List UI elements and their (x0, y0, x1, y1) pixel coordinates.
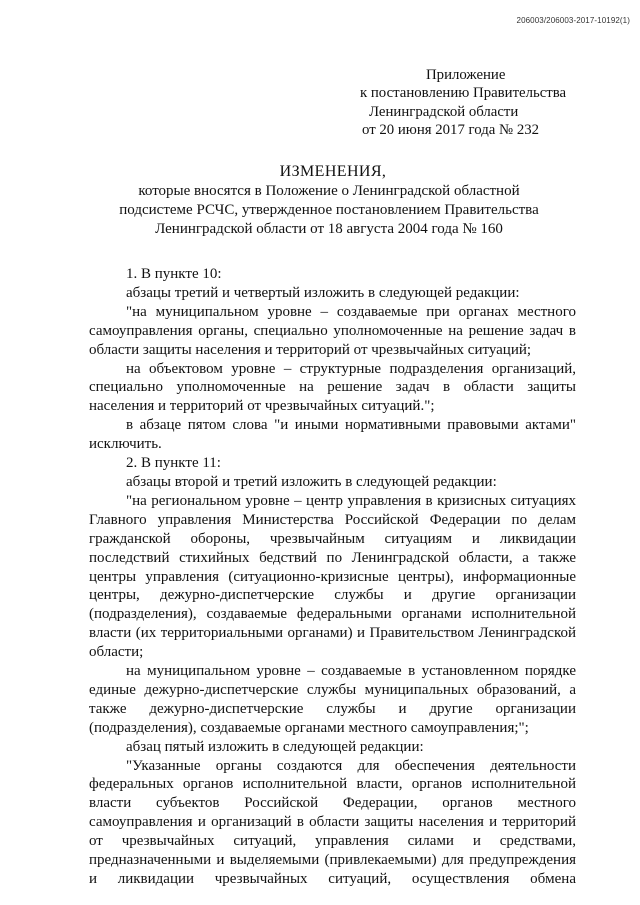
appendix-title: Приложение (426, 67, 506, 83)
paragraph: на муниципальном уровне – создаваемые в установленном порядке единые дежурно-диспетчерские службы муниципальных образований, а также дежурно-диспетчерские службы и другие организации (подразделения), создаваемые органами местного самоуправления;"; (89, 663, 576, 736)
paragraph: в абзаце пятом слова "и иными нормативными правовыми актами" исключить. (89, 417, 576, 453)
title-line: Ленинградской области от 18 августа 2004 года № 160 (155, 221, 503, 237)
document-body (89, 265, 576, 889)
paragraph: "на муниципальном уровне – создаваемые при органах местного самоуправления органы, специально уполномоченные на решение задач в области защиты населения и территорий от чрезвычайных ситуаций; (89, 303, 576, 358)
paragraph: абзацы третий и четвертый изложить в следующей редакции: (126, 284, 520, 301)
appendix-date: от 20 июня 2017 года № 232 (362, 122, 540, 138)
paragraph: 2. В пункте 11: (126, 455, 221, 472)
paragraph: 1. В пункте 10: (126, 266, 222, 282)
title-line: которые вносятся в Положение о Ленинградской областной (138, 183, 520, 199)
appendix-line: Ленинградской области (369, 104, 519, 120)
paragraph: абзацы второй и третий изложить в следующей редакции: (126, 473, 497, 490)
paragraph: "Указанные органы создаются для обеспечения деятельности федеральных органов исполнительной власти, органов исполнительной власти субъектов Российской Федерации, органов местного самоуправления и организаций в области защиты населения и территорий от чрезвычайных ситуаций, управления силами и средствами, предназначенными и выделяемыми (привлекаемыми) для предупреждения и ликвидации чрезвычайных ситуаций, осуществления обмена (89, 757, 576, 887)
paragraph: на объектовом уровне – структурные подразделения организаций, специально уполномоченные на решение задач в области защиты населения и территорий от чрезвычайных ситуаций."; (89, 360, 576, 415)
appendix-line: к постановлению Правительства (360, 85, 567, 101)
document-id: 206003/206003-2017-10192(1) (516, 16, 630, 25)
title-line: подсистеме РСЧС, утвержденное постановлением Правительства (119, 202, 539, 218)
document-title (0, 162, 640, 239)
paragraph: абзац пятый изложить в следующей редакции: (126, 738, 424, 755)
paragraph: "на региональном уровне – центр управления в кризисных ситуациях Главного управления Министерства Российской Федерации по делам гражданской обороны, чрезвычайным ситуациям и ликвидации последствий стихийных бедствий по Ленинградской области, а также центры управления (ситуационно-кризисные центры), информационные центры, дежурно-диспетчерские службы и другие организации (подразделения), создаваемые федеральными органами исполнительной власти (их территориальными органами) и Правительством Ленинградской области; (89, 492, 576, 661)
title-heading: ИЗМЕНЕНИЯ, (279, 163, 387, 180)
